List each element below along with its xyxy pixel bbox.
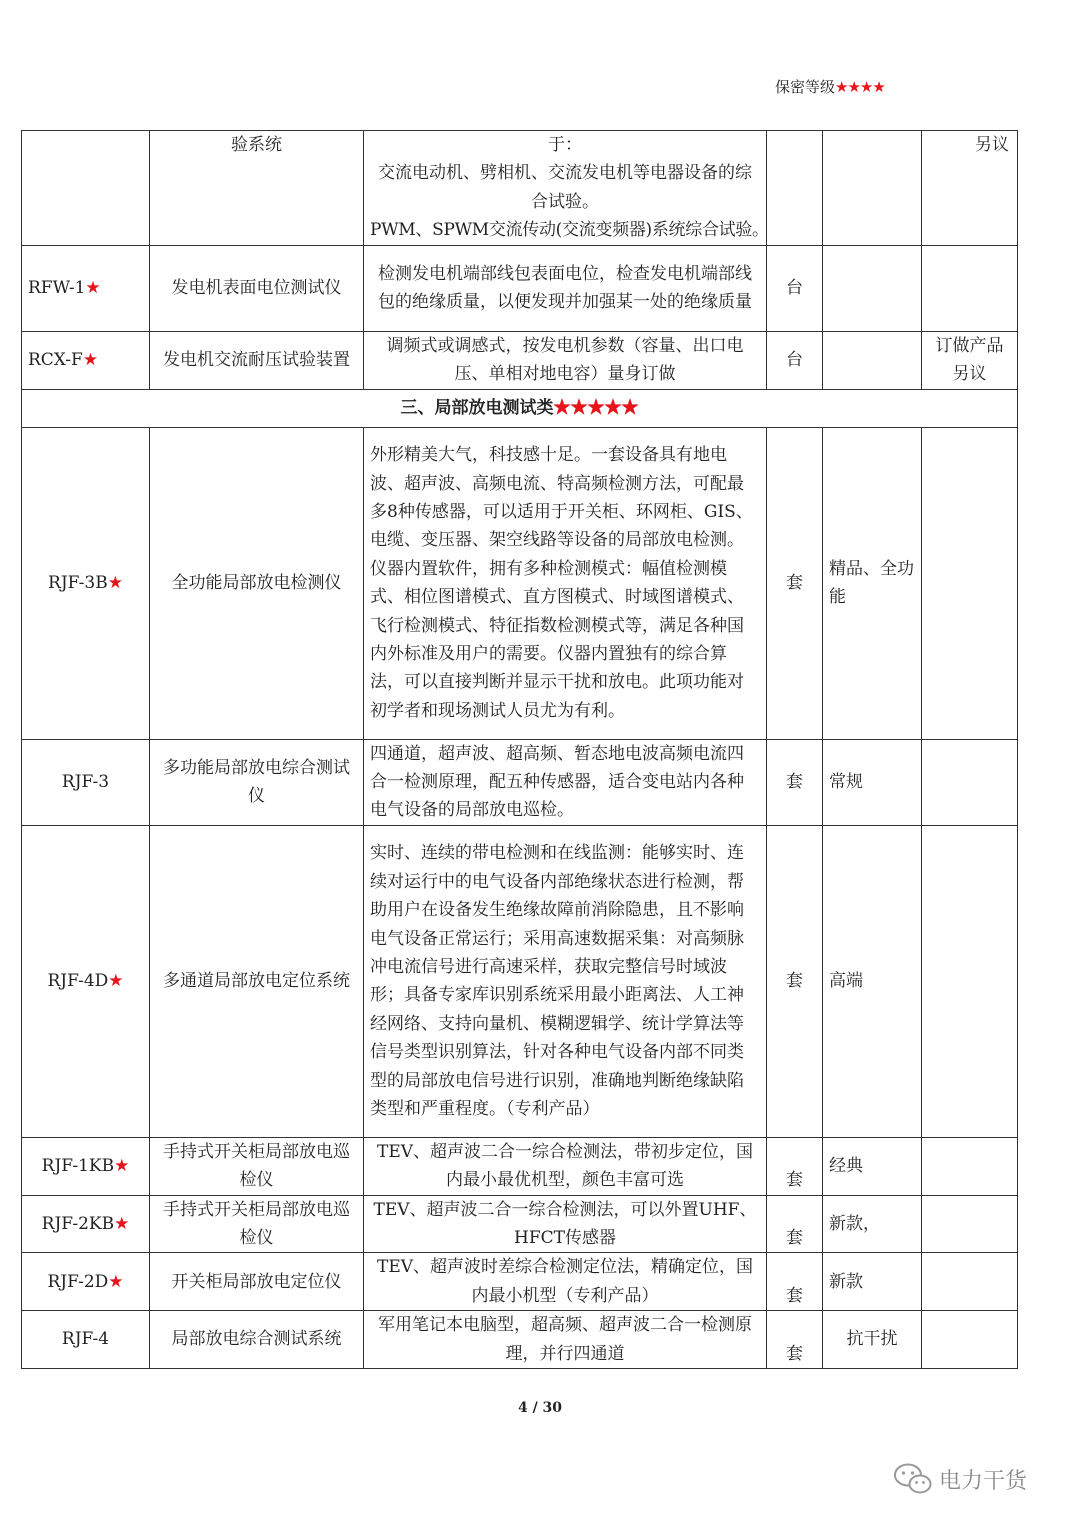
- remark-cell: 经典: [823, 1137, 922, 1195]
- name-cell: 发电机表面电位测试仪: [150, 245, 364, 331]
- model-cell: RJF-4D★: [22, 825, 150, 1137]
- name-cell: 多通道局部放电定位系统: [150, 825, 364, 1137]
- desc-line: PWM、SPWM交流传动(交流变频器)系统综合试验。: [370, 220, 769, 241]
- table-row: [22, 1311, 1018, 1369]
- model-cell: RJF-4: [22, 1311, 150, 1369]
- page-number: 4 / 30: [517, 1400, 563, 1416]
- model-cell: RJF-2D★: [22, 1253, 150, 1311]
- model-cell: [22, 131, 150, 246]
- table-row: [22, 131, 1018, 246]
- table-row: [22, 1195, 1018, 1253]
- confidentiality-label: [775, 76, 885, 97]
- extra-cell: [922, 1253, 1018, 1311]
- wechat-icon: [893, 1462, 933, 1496]
- unit-cell: 台: [767, 331, 823, 389]
- table-row: [22, 331, 1018, 389]
- unit-cell: 套: [767, 1311, 823, 1369]
- desc-cell: 军用笔记本电脑型，超高频、超声波二合一检测原理，并行四通道: [364, 1311, 767, 1369]
- extra-cell: 订做产品另议: [922, 331, 1018, 389]
- desc-cell: 外形精美大气，科技感十足。一套设备具有地电波、超声波、高频电流、特高频检测方法，可配最多8种传感器，可以适用于开关柜、环网柜、GIS、电缆、变压器、架空线路等设备的局部放电检测。仪器内置软件，拥有多种检测模式：幅值检测模式、相位图谱模式、直方图模式、时域图谱模式、飞行检测模式、特征指数检测模式等，满足各种国内外标准及用户的需要。仪器内置独有的综合算法，可以直接判断并显示干扰和放电。此项功能对初学者和现场测试人员尤为有利。: [364, 427, 767, 739]
- table-row: [22, 739, 1018, 825]
- name-cell: 手持式开关柜局部放电巡检仪: [150, 1137, 364, 1195]
- remark-cell: 常规: [823, 739, 922, 825]
- desc-cell: [364, 131, 767, 246]
- remark-cell: 精品、全功能: [823, 427, 922, 739]
- section-row: [22, 389, 1018, 427]
- desc-cell: 检测发电机端部线包表面电位，检查发电机端部线包的绝缘质量，以便发现并加强某一处的绝缘质量: [364, 245, 767, 331]
- model-cell: RJF-2KB★: [22, 1195, 150, 1253]
- desc-cell: TEV、超声波二合一综合检测法，带初步定位，国内最小最优机型，颜色丰富可选: [364, 1137, 767, 1195]
- desc-cell: TEV、超声波二合一综合检测法，可以外置UHF、HFCT传感器: [364, 1195, 767, 1253]
- name-cell: 发电机交流耐压试验装置: [150, 331, 364, 389]
- unit-cell: [767, 131, 823, 246]
- confidentiality-stars: ★★★★: [835, 78, 885, 96]
- model-cell: RCX-F★: [22, 331, 150, 389]
- remark-cell: [823, 131, 922, 246]
- extra-cell: [922, 1195, 1018, 1253]
- extra-cell: [922, 1137, 1018, 1195]
- desc-cell: 调频式或调感式，按发电机参数（容量、出口电压、单相对地电容）量身订做: [364, 331, 767, 389]
- remark-cell: [823, 331, 922, 389]
- unit-cell: 套: [767, 1195, 823, 1253]
- remark-cell: 新款: [823, 1253, 922, 1311]
- model-cell: RJF-1KB★: [22, 1137, 150, 1195]
- unit-cell: 套: [767, 825, 823, 1137]
- confidentiality-text: 保密等级: [775, 78, 836, 96]
- extra-cell: [922, 245, 1018, 331]
- model-cell: RJF-3: [22, 739, 150, 825]
- watermark-text: 电力干货: [939, 1468, 1028, 1494]
- desc-cell: 四通道，超声波、超高频、暂态地电波高频电流四合一检测原理，配五种传感器，适合变电站内各种电气设备的局部放电巡检。: [364, 739, 767, 825]
- model-cell: RFW-1★: [22, 245, 150, 331]
- extra-cell: [922, 427, 1018, 739]
- remark-cell: [823, 245, 922, 331]
- section-title: 三、局部放电测试类★★★★★: [22, 389, 1018, 427]
- unit-cell: 套: [767, 1137, 823, 1195]
- unit-cell: 套: [767, 739, 823, 825]
- table-row: [22, 245, 1018, 331]
- model-cell: RJF-3B★: [22, 427, 150, 739]
- unit-cell: 套: [767, 427, 823, 739]
- table-row: [22, 825, 1018, 1137]
- unit-cell: 台: [767, 245, 823, 331]
- desc-line: 交流电动机、劈相机、交流发电机等电器设备的综合试验。: [378, 163, 752, 212]
- table-row: [22, 427, 1018, 739]
- extra-cell: 另议: [922, 131, 1018, 246]
- desc-cell: 实时、连续的带电检测和在线监测：能够实时、连续对运行中的电气设备内部绝缘状态进行检测，帮助用户在设备发生绝缘故障前消除隐患，且不影响电气设备正常运行；采用高速数据采集：对高频脉冲电流信号进行高速采样，获取完整信号时域波形；具备专家库识别系统采用最小距离法、人工神经网络、支持向量机、模糊逻辑学、统计学算法等信号类型识别算法，针对各种电气设备内部不同类型的局部放电信号进行识别，准确地判断绝缘缺陷类型和严重程度。（专利产品）: [364, 825, 767, 1137]
- watermark: [893, 1462, 1027, 1496]
- name-cell: 多功能局部放电综合测试仪: [150, 739, 364, 825]
- name-cell: 开关柜局部放电定位仪: [150, 1253, 364, 1311]
- remark-cell: 高端: [823, 825, 922, 1137]
- table-row: [22, 1137, 1018, 1195]
- desc-line: 于：: [548, 135, 582, 155]
- product-table: [21, 130, 1018, 1369]
- remark-cell: 新款，: [823, 1195, 922, 1253]
- desc-cell: TEV、超声波时差综合检测定位法，精确定位，国内最小机型（专利产品）: [364, 1253, 767, 1311]
- extra-cell: [922, 739, 1018, 825]
- extra-cell: [922, 1311, 1018, 1369]
- name-cell: 验系统: [150, 131, 364, 246]
- remark-cell: 抗干扰: [823, 1311, 922, 1369]
- table-row: [22, 1253, 1018, 1311]
- name-cell: 手持式开关柜局部放电巡检仪: [150, 1195, 364, 1253]
- unit-cell: 套: [767, 1253, 823, 1311]
- name-cell: 局部放电综合测试系统: [150, 1311, 364, 1369]
- name-cell: 全功能局部放电检测仪: [150, 427, 364, 739]
- extra-cell: [922, 825, 1018, 1137]
